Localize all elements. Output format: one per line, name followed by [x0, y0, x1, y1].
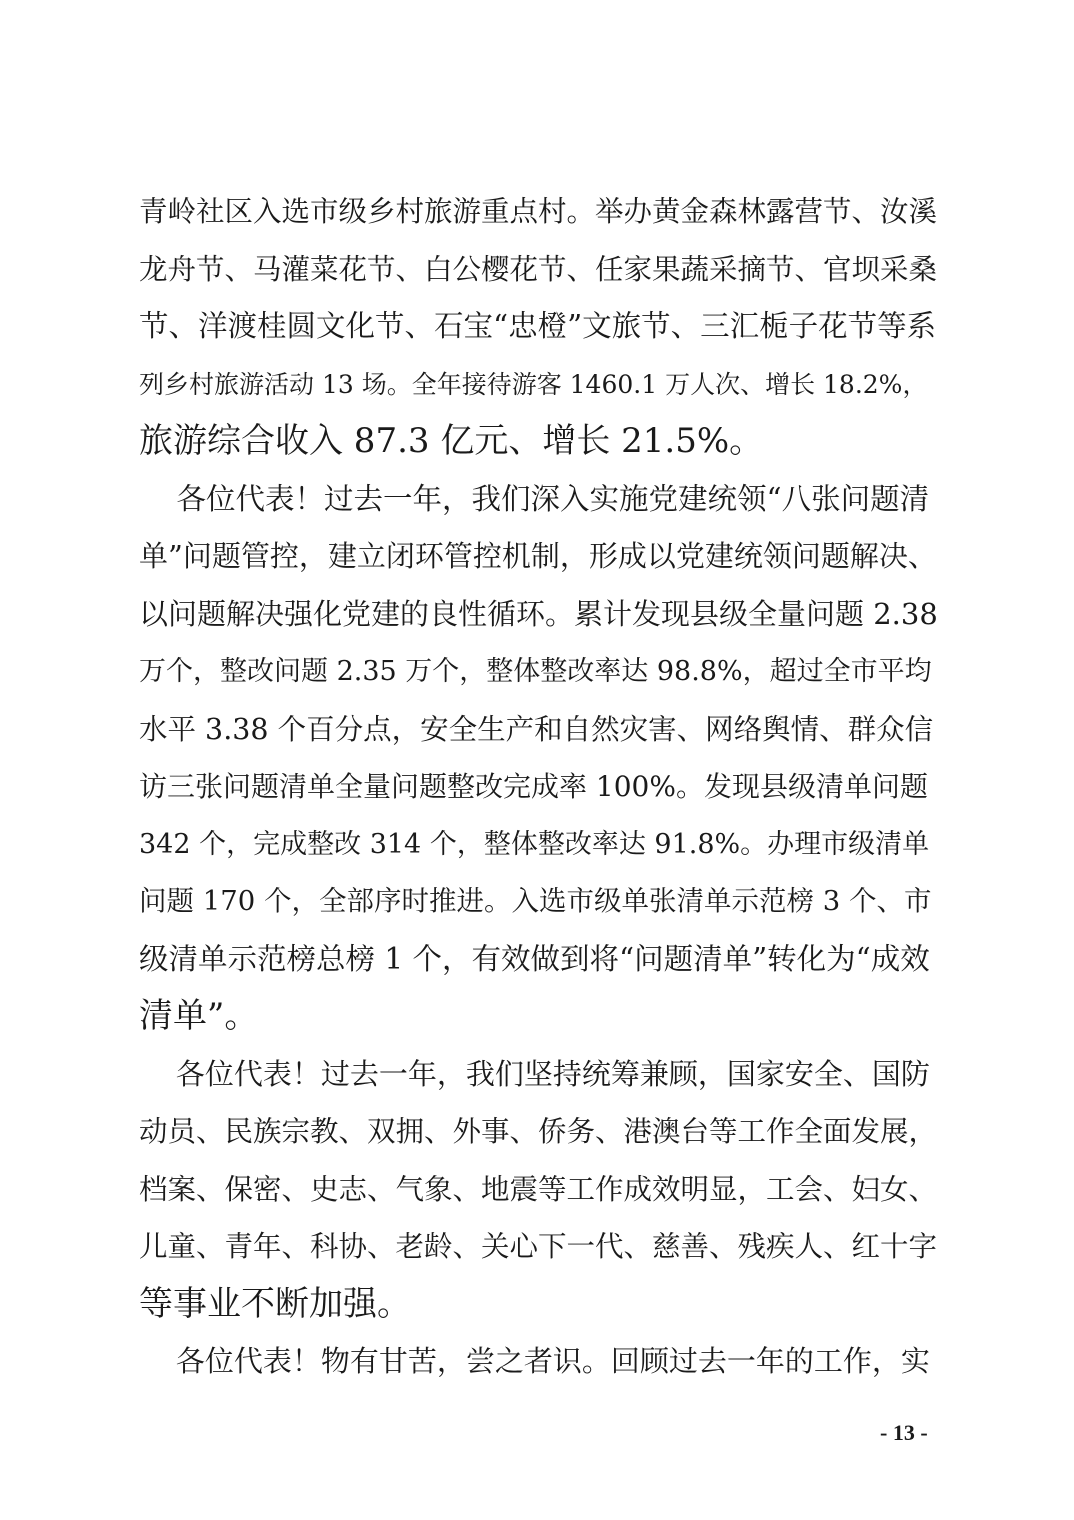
text-line: 水平 3.38 个百分点，安全生产和自然灾害、网络舆情、群众信	[139, 712, 934, 746]
text-line: 清单”。	[139, 996, 259, 1036]
text-line: 列乡村旅游活动 13 场。全年接待游客 1460.1 万人次、增长 18.2%，	[139, 369, 928, 399]
text-line: 342 个，完成整改 314 个，整体整改率达 91.8%。办理市级清单	[139, 828, 930, 860]
text-line: 各位代表！过去一年，我们坚持统筹兼顾，国家安全、国防	[139, 1056, 930, 1091]
text-line: 万个，整改问题 2.35 万个，整体整改率达 98.8%，超过全市平均	[139, 656, 932, 687]
page-number: - 13 -	[880, 1420, 928, 1445]
text-line: 单”问题管控，建立闭环管控机制，形成以党建统领问题解决、	[139, 539, 937, 573]
text-line: 旅游综合收入 87.3 亿元、增长 21.5%。	[139, 421, 764, 461]
text-line: 级清单示范榜总榜 1 个，有效做到将“问题清单”转化为“成效	[139, 941, 930, 976]
text-line: 以问题解决强化党建的良性循环。累计发现县级全量问题 2.38	[139, 596, 938, 631]
text-line: 访三张问题清单全量问题整改完成率 100%。发现县级清单问题	[139, 770, 928, 803]
text-line: 各位代表！过去一年，我们深入实施党建统领“八张问题清	[139, 481, 930, 516]
text-line: 等事业不断加强。	[139, 1283, 411, 1324]
text-line: 动员、民族宗教、双拥、外事、侨务、港澳台等工作全面发展，	[139, 1115, 938, 1148]
text-line: 节、洋渡桂圆文化节、石宝“忠橙”文旅节、三汇栀子花节等系	[139, 309, 937, 343]
text-line: 龙舟节、马灌菜花节、白公樱花节、任家果蔬采摘节、官坝采桑	[139, 252, 938, 286]
text-line: 档案、保密、史志、气象、地震等工作成效明显，工会、妇女、	[139, 1172, 938, 1206]
text-line: 各位代表！物有甘苦，尝之者识。回顾过去一年的工作，实	[139, 1344, 930, 1378]
text-line: 儿童、青年、科协、老龄、关心下一代、慈善、残疾人、红十字	[139, 1230, 938, 1263]
text-line: 问题 170 个，全部序时推进。入选市级单张清单示范榜 3 个、市	[139, 885, 932, 917]
text-line: 青岭社区入选市级乡村旅游重点村。举办黄金森林露营节、汝溪	[139, 195, 938, 228]
body-text	[139, 183, 939, 1391]
